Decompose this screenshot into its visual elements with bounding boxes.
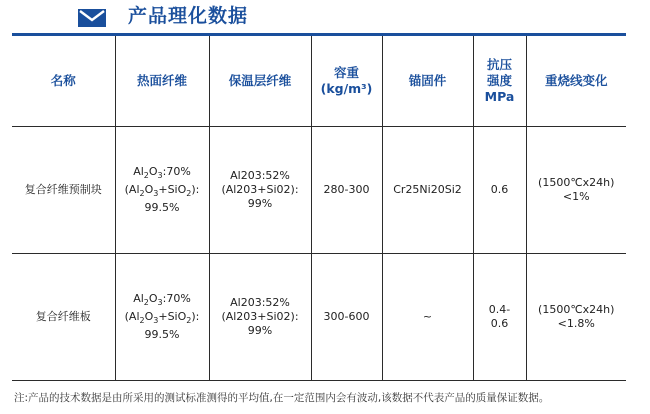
cell-density (311, 126, 382, 253)
header-anchor (382, 36, 473, 126)
cell-anchor (382, 253, 473, 380)
header-density (311, 36, 382, 126)
cell-line: ~ (422, 309, 433, 323)
cell-density (311, 253, 382, 380)
cell-line: 热面纤维 (136, 72, 187, 88)
header-row (12, 36, 626, 126)
cell-line: $Al_2O_3:70\%$ (133, 164, 191, 180)
header-name (12, 36, 115, 126)
cell-name (12, 253, 115, 380)
cell-line: MPa (484, 88, 515, 104)
cell-line: (1500℃x24h) (538, 302, 615, 316)
cell-line: 99% (247, 323, 273, 337)
cell-line: <1% (562, 189, 590, 203)
table-row (12, 126, 626, 253)
cell-line: 280-300 (323, 182, 370, 196)
cell-line: 0.6 (490, 182, 509, 196)
cell-line: 99% (247, 196, 273, 210)
cell-hot-face-fiber (115, 253, 209, 380)
spec-table (12, 36, 626, 381)
cell-insulation-fiber (209, 253, 311, 380)
page-title: 产品理化数据 (128, 5, 249, 27)
cell-line: Al203:52% (230, 168, 290, 182)
cell-hot-face-fiber (115, 126, 209, 253)
cell-reheat-change (526, 126, 626, 253)
cell-line: 复合纤维板 (35, 309, 91, 323)
cell-line: $(Al_2O_3+SiO_2)$: (124, 182, 200, 198)
cell-compressive-strength (473, 126, 526, 253)
cell-line: (kg/m³) (320, 80, 373, 96)
cell-anchor (382, 126, 473, 253)
cell-reheat-change (526, 253, 626, 380)
cell-line: 抗压 (486, 56, 512, 72)
footnote: 注:产品的技术数据是由所采用的测试标准测得的平均值,在一定范围内会有波动,该数据不代表产品的质量保证数据。 (14, 392, 550, 404)
cell-line: 重烧线变化 (544, 72, 608, 88)
cell-name (12, 126, 115, 253)
cell-line: (Al203+Si02): (221, 309, 299, 323)
cell-line: 保温层纤维 (228, 72, 292, 88)
cell-line: 0.6 (490, 316, 509, 330)
cell-compressive-strength (473, 253, 526, 380)
cell-line: 复合纤维预制块 (24, 182, 102, 196)
cell-line: Cr25Ni20Si2 (393, 182, 462, 196)
cell-line: Al203:52% (230, 295, 290, 309)
table-row (12, 253, 626, 380)
cell-line: 0.4- (488, 302, 511, 316)
cell-line: <1.8% (557, 316, 595, 330)
title-bar (0, 0, 650, 34)
header-insulation-fiber (209, 36, 311, 126)
cell-insulation-fiber (209, 126, 311, 253)
header-hot-face-fiber (115, 36, 209, 126)
cell-line: (1500℃x24h) (538, 175, 615, 189)
cell-line: $(Al_2O_3+SiO_2)$: (124, 309, 200, 326)
cell-line: 容重 (333, 64, 359, 80)
envelope-icon (78, 9, 106, 27)
cell-line: 99.5% (144, 200, 180, 214)
cell-line: (Al203+Si02): (221, 182, 299, 196)
header-compressive-strength (473, 36, 526, 126)
cell-line: 300-600 (323, 309, 370, 323)
cell-line: 99.5% (144, 328, 180, 342)
cell-line: 锚固件 (408, 72, 447, 88)
cell-line: 名称 (50, 72, 76, 88)
cell-line: 强度 (486, 72, 512, 88)
header-reheat-change (526, 36, 626, 126)
cell-line: $Al_2O_3:70\%$ (133, 291, 191, 307)
